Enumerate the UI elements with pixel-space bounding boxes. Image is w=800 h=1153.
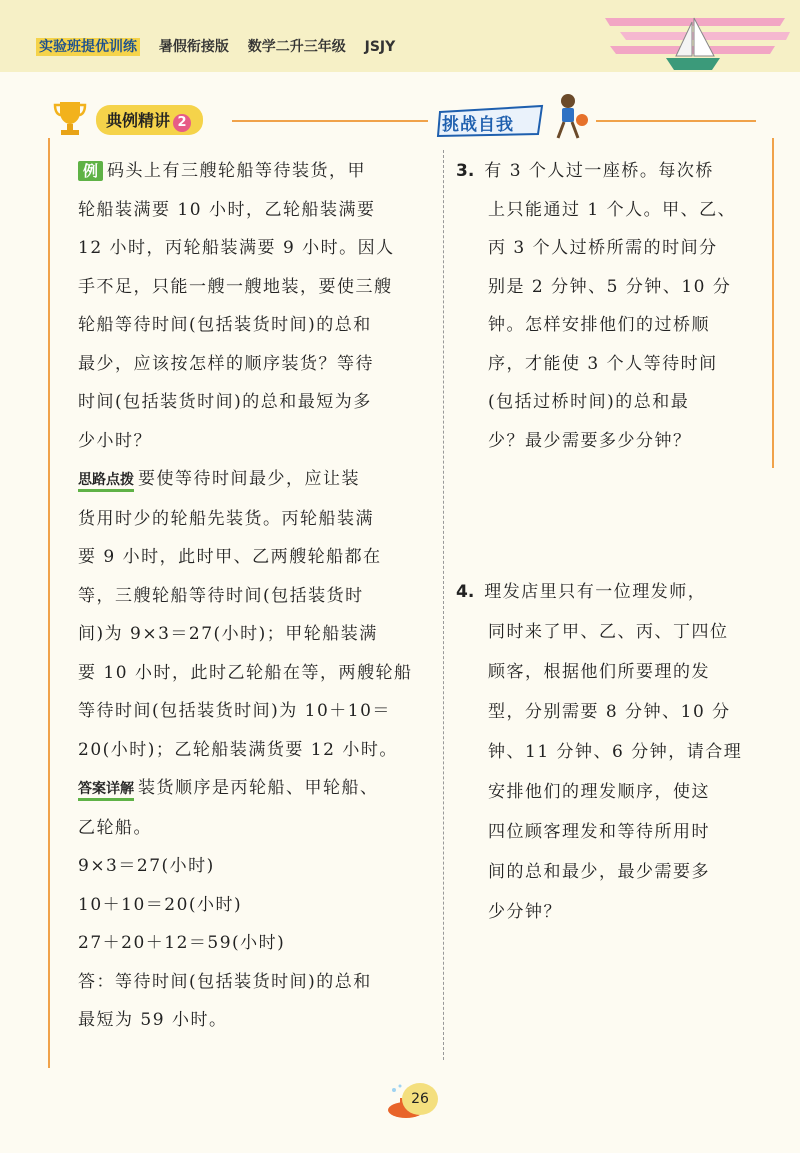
question-line: 丙 3 个人过桥所需的时间分 (488, 238, 718, 258)
section-number-badge: 2 (173, 114, 191, 132)
question-line: 安排他们的理发顺序，使这 (488, 782, 710, 802)
hint-line: 思路点拨 要使等待时间最少，应让装 (78, 460, 433, 500)
question-line: 少？最少需要多少分钟？ (488, 430, 692, 451)
edition-label: JSJY (364, 39, 396, 55)
answer-line: 9×3＝27(小时) (78, 856, 215, 876)
question-line: 间的总和最少，最少需要多 (488, 862, 710, 882)
sailboat-icon (660, 12, 724, 76)
answer-line: 27＋20＋12＝59(小时) (78, 933, 286, 953)
question-line: 顾客，根据他们所要理的发 (488, 662, 710, 682)
brand-label: 实验班提优训练 (36, 38, 140, 56)
hint-line: 等，三艘轮船等待时间(包括装货时 (78, 585, 364, 606)
section-rule-left (232, 120, 428, 122)
question-4 (456, 572, 756, 932)
example-line: 最少，应该按怎样的顺序装货？等待 (78, 353, 374, 374)
hint-line: 要 9 小时，此时甲、乙两艘轮船都在 (78, 547, 382, 567)
series-label: 暑假衔接版 (158, 39, 229, 55)
hint-line: 20(小时)；乙轮船装满货要 12 小时。 (78, 739, 398, 760)
question-line: 别是 2 分钟、5 分钟、10 分 (488, 276, 732, 297)
question-line: 型，分别需要 8 分钟、10 分 (488, 702, 731, 722)
hint-line: 要 10 小时，此时乙轮船在等，两艘轮船 (78, 662, 413, 683)
answer-line: 10＋10＝20(小时) (78, 894, 243, 915)
answer-label: 答案详解 (78, 781, 134, 801)
trophy-icon (52, 98, 88, 138)
question-line: 序，才能使 3 个人等待时间 (488, 353, 718, 374)
section-title (96, 105, 203, 135)
hint-line: 等待时间(包括装货时间)为 10＋10＝ (78, 701, 391, 721)
question-number: 4. (456, 582, 475, 602)
example-line: 12 小时，丙轮船装满要 9 小时。因人 (78, 238, 395, 258)
subject-label: 数学二升三年级 (247, 39, 346, 55)
question-line: 同时来了甲、乙、丙、丁四位 (488, 622, 729, 642)
question-3 (456, 152, 756, 460)
answer-line: 乙轮船。 (78, 817, 152, 838)
example-line: 例 码头上有三艘轮船等待装货，甲 (78, 152, 433, 191)
question-line: 四位顾客理发和等待所用时 (488, 822, 710, 842)
answer-line: 答案详解 装货顺序是丙轮船、甲轮船、 (78, 769, 433, 809)
question-line: 钟、11 分钟、6 分钟，请合理 (488, 742, 743, 762)
basketball-player-icon (548, 92, 594, 142)
question-line: 4. 理发店里只有一位理发师， (456, 582, 707, 602)
example-line: 轮船装满要 10 小时，乙轮船装满要 (78, 199, 376, 220)
right-margin-rule (772, 138, 774, 468)
column-divider (443, 150, 444, 1060)
challenge-title: 挑战自我 (442, 115, 514, 135)
example-column (78, 152, 433, 1040)
section-rule-right (596, 120, 756, 122)
left-margin-rule (48, 138, 50, 1068)
example-line: 手不足，只能一艘一艘地装，要使三艘 (78, 276, 393, 297)
hint-line: 货用时少的轮船先装货。丙轮船装满 (78, 508, 374, 529)
header-text (36, 36, 409, 56)
hint-line: 间)为 9×3＝27(小时)；甲轮船装满 (78, 624, 378, 644)
answer-line: 最短为 59 小时。 (78, 1010, 228, 1030)
question-number: 3. (456, 161, 475, 181)
example-line: 时间(包括装货时间)的总和最短为多 (78, 392, 372, 412)
example-line: 少小时？ (78, 430, 152, 451)
page-number: 26 (402, 1083, 438, 1115)
example-tag: 例 (78, 161, 103, 181)
question-line: 钟。怎样安排他们的过桥顺 (488, 315, 710, 335)
example-line: 轮船等待时间(包括装货时间)的总和 (78, 315, 372, 335)
question-line: (包括过桥时间)的总和最 (488, 392, 690, 412)
hint-label: 思路点拨 (78, 472, 134, 492)
question-line: 少分钟？ (488, 902, 562, 922)
question-line: 上只能通过 1 个人。甲、乙、 (488, 199, 737, 220)
question-line: 3. 有 3 个人过一座桥。每次桥 (456, 161, 714, 181)
answer-line: 答：等待时间(包括装货时间)的总和 (78, 971, 372, 992)
section-title-text: 典例精讲 (106, 111, 171, 130)
